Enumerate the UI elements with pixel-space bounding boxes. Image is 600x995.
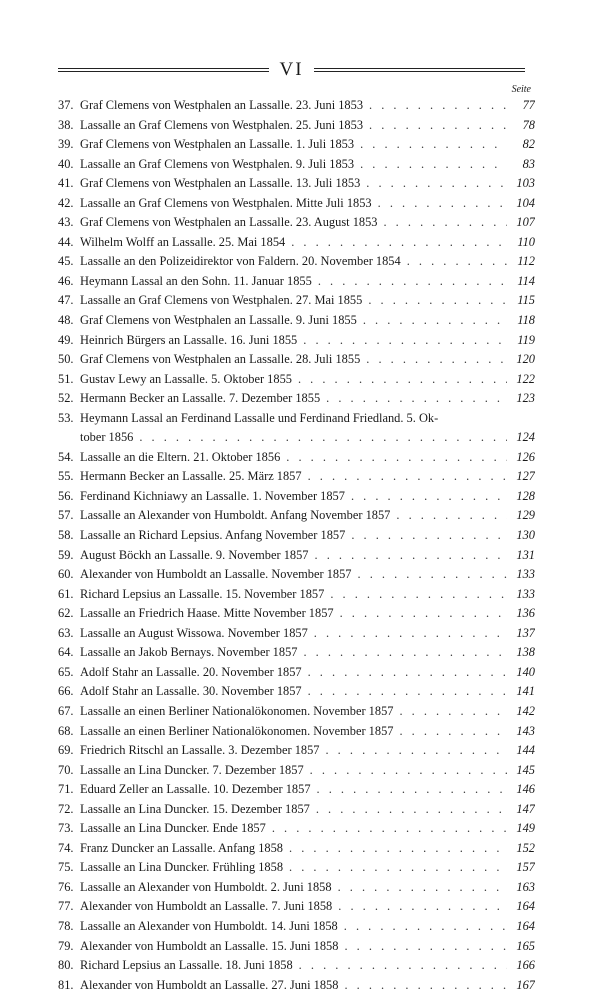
entry-number: 61. [58,586,74,601]
entry-page-number: 149 [516,821,535,836]
entry-title: Lassalle an Graf Clemens von Westphalen. 27. Mai 1855 [80,293,363,308]
entry-page-number: 167 [516,977,535,992]
entry-title: Lassalle an Lina Duncker. Frühling 1858 [80,860,284,875]
entry-page-number: 112 [517,254,535,269]
entry-page-number: 122 [516,371,535,386]
toc-entry [58,526,535,546]
toc-entry-line [58,643,535,663]
entry-title: Graf Clemens von Westphalen an Lassalle. 9. Juni 1855 [80,313,357,328]
entry-title: Friedrich Ritschl an Lassalle. 3. Dezember 1857 [80,743,320,758]
toc-entry [58,409,535,448]
entry-page-number: 166 [516,958,535,973]
entry-page-number: 143 [516,723,535,738]
entry-number: 37. [58,98,74,112]
entry-number: 43. [58,215,74,230]
entry-number: 78. [58,918,74,933]
toc-entry [58,976,535,995]
entry-page-number: 114 [517,273,535,288]
toc-entry-line [58,878,535,898]
entry-page-number: 127 [516,469,535,484]
toc-entry-line [58,917,535,937]
entry-number: 57. [58,508,74,523]
dot-leader [314,624,507,644]
entry-number: 69. [58,743,74,758]
entry-number: 46. [58,273,74,288]
dot-leader [368,291,507,311]
toc-entry [58,761,535,781]
entry-number: 60. [58,567,74,582]
entry-title: Wilhelm Wolff an Lassalle. 25. Mai 1854 [80,234,286,249]
toc-entry [58,917,535,937]
entry-title: Lassalle an August Wissowa. November 1857 [80,625,308,640]
entry-page-number: 133 [516,586,535,601]
entry-title: Lassalle an Alexander von Humboldt. Anfang November 1857 [80,508,391,523]
entry-page-number: 136 [516,606,535,621]
entry-page-number: 146 [516,782,535,797]
page-header [58,60,525,80]
toc-entry-line [58,506,535,526]
toc-entry [58,467,535,487]
entry-number: 47. [58,293,74,308]
entry-title: Adolf Stahr an Lassalle. 30. November 1857 [80,684,302,699]
entry-page-number: 165 [516,938,535,953]
toc-entry-line [58,370,535,390]
dot-leader [360,135,507,155]
toc-entry [58,291,535,311]
entry-title: Heinrich Bürgers an Lassalle. 16. Juni 1855 [80,332,298,347]
dot-leader [316,800,507,820]
toc-entry [58,858,535,878]
toc-entry-line [58,448,535,468]
toc-entry-line [58,702,535,722]
entry-page-number: 82 [522,137,535,152]
entry-number: 63. [58,625,74,640]
entry-number: 64. [58,645,74,660]
toc-entry-line [58,663,535,683]
column-label: Seite [511,84,531,95]
entry-number: 75. [58,860,74,875]
entry-number: 48. [58,313,74,328]
entry-title: Hermann Becker an Lassalle. 25. März 1857 [80,469,302,484]
toc-entry [58,272,535,292]
entry-title: Lassalle an einen Berliner Nationalökonomen. November 1857 [80,703,394,718]
toc-entry-line [58,272,535,292]
toc-entry-line [58,194,535,214]
dot-leader [325,741,507,761]
toc-entry [58,956,535,976]
toc-entry [58,624,535,644]
toc-entry [58,506,535,526]
entry-page-number: 126 [516,449,535,464]
toc-entry [58,682,535,702]
toc-entry [58,565,535,585]
entry-title: Lassalle an Lina Duncker. Ende 1857 [80,821,266,836]
dot-leader [308,467,507,487]
dot-leader [360,155,507,175]
entry-title: Alexander von Humboldt an Lassalle. November 1857 [80,567,352,582]
toc-entry-line [58,858,535,878]
dot-leader [338,878,507,898]
toc-entry [58,702,535,722]
entry-title: Lassalle an Alexander von Humboldt. 2. Juni 1858 [80,879,332,894]
entry-page-number: 107 [516,215,535,230]
entry-page-number: 115 [517,293,535,308]
entry-number: 73. [58,821,74,836]
toc-entry [58,800,535,820]
entry-title: Richard Lepsius an Lassalle. 15. November 1857 [80,586,325,601]
entry-title: Graf Clemens von Westphalen an Lassalle. 28. Juli 1855 [80,352,361,367]
toc-entry [58,487,535,507]
dot-leader [338,897,507,917]
entry-number: 38. [58,117,74,132]
entry-title: Lassalle an Lina Duncker. 15. Dezember 1857 [80,801,310,816]
entry-title: August Böckh an Lassalle. 9. November 1857 [80,547,309,562]
toc-entry-line [58,252,535,272]
dot-leader [340,604,507,624]
dot-leader [308,682,507,702]
toc-entry [58,878,535,898]
entry-title: Eduard Zeller an Lassalle. 10. Dezember 1857 [80,782,311,797]
entry-title: Graf Clemens von Westphalen an Lassalle. 1. Juli 1853 [80,137,355,152]
toc-entry-line [58,741,535,761]
dot-leader [272,819,507,839]
toc-entry [58,819,535,839]
dot-leader [326,389,507,409]
entry-title: Alexander von Humboldt an Lassalle. 15. Juni 1858 [80,938,339,953]
entry-title: Lassalle an einen Berliner Nationalökonomen. November 1857 [80,723,394,738]
toc-entry [58,448,535,468]
entry-number: 70. [58,762,74,777]
entry-page-number: 137 [516,625,535,640]
toc-entry-line [58,311,535,331]
toc-entry [58,174,535,194]
toc-entry-line [58,331,535,351]
dot-leader [344,917,507,937]
toc-entry [58,96,535,116]
entry-title: Richard Lepsius an Lassalle. 18. Juni 1858 [80,958,293,973]
entry-page-number: 124 [516,430,535,445]
dot-leader [396,506,507,526]
toc-entry [58,155,535,175]
entry-number: 41. [58,176,74,191]
toc-entry-line [58,624,535,644]
entry-page-number: 145 [516,762,535,777]
toc-entry [58,937,535,957]
entry-number: 81. [58,977,74,992]
entry-page-number: 163 [516,879,535,894]
dot-leader [378,194,507,214]
entry-number: 79. [58,938,74,953]
toc-entry-line [58,135,535,155]
toc-entry [58,233,535,253]
entry-title: Lassalle an Graf Clemens von Westphalen. 25. Juni 1853 [80,117,364,132]
entry-number: 49. [58,332,74,347]
entry-title: Lassalle an die Eltern. 21. Oktober 1856 [80,449,281,464]
dot-leader [317,780,507,800]
dot-leader [289,839,507,859]
dot-leader [383,213,507,233]
toc-entry-line [58,819,535,839]
entry-number: 56. [58,488,74,503]
dot-leader [330,585,507,605]
entry-title: Heymann Lassal an Ferdinand Lassalle und Ferdinand Friedland. 5. Ok- [80,410,439,425]
toc-entry [58,350,535,370]
toc-entry-line [58,546,535,566]
dot-leader [298,370,507,390]
entry-title: Lassalle an Graf Clemens von Westphalen. 9. Juli 1853 [80,156,355,171]
entry-page-number: 123 [516,391,535,406]
entry-title: Alexander von Humboldt an Lassalle. 7. Juni 1858 [80,899,333,914]
dot-leader [318,272,507,292]
toc-entry [58,135,535,155]
dot-leader [299,956,507,976]
toc-entry [58,331,535,351]
entry-title: Ferdinand Kichniawy an Lassalle. 1. November 1857 [80,488,345,503]
entry-title: Graf Clemens von Westphalen an Lassalle. 23. Juni 1853 [80,98,364,112]
entry-page-number: 128 [516,488,535,503]
entry-number: 52. [58,391,74,406]
entry-title: Lassalle an den Polizeidirektor von Faldern. 20. November 1854 [80,254,401,269]
toc-entry-line [58,96,535,116]
toc-entry-line [58,722,535,742]
entry-title: Lassalle an Lina Duncker. 7. Dezember 1857 [80,762,304,777]
toc-entry-line [58,585,535,605]
entry-page-number: 152 [516,840,535,855]
toc-entry-line [58,800,535,820]
entry-page-number: 140 [516,664,535,679]
toc-entry-line [58,350,535,370]
entry-number: 66. [58,684,74,699]
entry-title: Alexander von Humboldt an Lassalle. 27. Juni 1858 [80,977,339,992]
toc-entry-line [58,937,535,957]
toc-entry-line [58,116,535,136]
entry-title: Graf Clemens von Westphalen an Lassalle. 23. August 1853 [80,215,378,230]
entry-page-number: 118 [517,313,535,328]
entry-title-continuation: tober 1856 [80,430,134,445]
entry-title: Gustav Lewy an Lassalle. 5. Oktober 1855 [80,371,292,386]
entry-page-number: 142 [516,703,535,718]
entry-page-number: 144 [516,743,535,758]
page-numeral: VI [279,59,304,80]
toc-entry-line [58,291,535,311]
dot-leader [315,546,508,566]
dot-leader [366,350,507,370]
toc-entry-line [58,174,535,194]
entry-page-number: 138 [516,645,535,660]
entry-page-number: 164 [516,918,535,933]
dot-leader [399,722,507,742]
toc-entry [58,585,535,605]
dot-leader [344,976,507,995]
entry-number: 65. [58,664,74,679]
entry-number: 58. [58,528,74,543]
toc-entry [58,839,535,859]
dot-leader [291,233,507,253]
entry-number: 80. [58,958,74,973]
toc-entry-line [58,839,535,859]
toc-entry-line [58,780,535,800]
dot-leader [310,761,507,781]
entry-title: Franz Duncker an Lassalle. Anfang 1858 [80,840,284,855]
entry-page-number: 77 [522,98,535,112]
toc-entry-line [58,233,535,253]
entry-number: 55. [58,469,74,484]
dot-leader [366,174,507,194]
toc-entry [58,370,535,390]
toc-entry-line [58,389,535,409]
header-rule-left [58,68,269,72]
header-rule-right [314,68,525,72]
entry-number: 45. [58,254,74,269]
entry-title: Lassalle an Friedrich Haase. Mitte November 1857 [80,606,334,621]
toc-entry-line [58,565,535,585]
toc-entry-line [58,526,535,546]
toc-entry [58,643,535,663]
entry-title: Lassalle an Richard Lepsius. Anfang November 1857 [80,528,346,543]
entry-page-number: 110 [517,234,535,249]
entry-title: Graf Clemens von Westphalen an Lassalle. 13. Juli 1853 [80,176,361,191]
dot-leader [289,858,507,878]
dot-leader [358,565,508,585]
entry-number: 53. [58,410,74,425]
dot-leader [369,96,507,116]
entry-title: Lassalle an Alexander von Humboldt. 14. Juni 1858 [80,918,338,933]
toc-entry [58,897,535,917]
dot-leader [308,663,507,683]
entry-title: Adolf Stahr an Lassalle. 20. November 1857 [80,664,302,679]
toc-entry-line [58,682,535,702]
entry-number: 62. [58,606,74,621]
toc-entry [58,116,535,136]
dot-leader [303,331,507,351]
toc-entry-line [58,467,535,487]
dot-leader [139,428,507,448]
entry-number: 76. [58,879,74,894]
entry-page-number: 130 [516,528,535,543]
toc-entry-line [58,956,535,976]
entry-number: 44. [58,234,74,249]
entry-number: 59. [58,547,74,562]
toc-entry-line [58,428,535,448]
entry-number: 77. [58,899,74,914]
entry-page-number: 133 [516,567,535,582]
entry-page-number: 157 [516,860,535,875]
entry-number: 51. [58,371,74,386]
dot-leader [351,487,507,507]
toc-entry [58,546,535,566]
entry-title: Lassalle an Graf Clemens von Westphalen. Mitte Juli 1853 [80,195,372,210]
entry-number: 74. [58,840,74,855]
toc-entry-line [58,155,535,175]
dot-leader [344,937,507,957]
entry-page-number: 78 [522,117,535,132]
entry-number: 40. [58,156,74,171]
toc-entry [58,741,535,761]
entry-number: 71. [58,782,74,797]
dot-leader [407,252,507,272]
toc-entry [58,780,535,800]
entry-page-number: 147 [516,801,535,816]
toc-entry [58,722,535,742]
toc-entry-line [58,409,535,429]
toc-entry-line [58,761,535,781]
toc-entry-line [58,487,535,507]
entry-title: Hermann Becker an Lassalle. 7. Dezember 1855 [80,391,321,406]
entry-number: 39. [58,137,74,152]
entry-number: 42. [58,195,74,210]
entry-number: 50. [58,352,74,367]
dot-leader [399,702,507,722]
toc-entry [58,663,535,683]
toc-entry-line [58,604,535,624]
table-of-contents [58,96,535,995]
entry-page-number: 129 [516,508,535,523]
toc-entry-line [58,213,535,233]
entry-page-number: 103 [516,176,535,191]
entry-page-number: 120 [516,352,535,367]
entry-title: Heymann Lassal an den Sohn. 11. Januar 1855 [80,273,312,288]
toc-entry [58,604,535,624]
dot-leader [286,448,507,468]
entry-number: 67. [58,703,74,718]
entry-page-number: 131 [516,547,535,562]
dot-leader [369,116,507,136]
entry-page-number: 104 [516,195,535,210]
entry-page-number: 164 [516,899,535,914]
toc-entry [58,213,535,233]
entry-number: 72. [58,801,74,816]
entry-page-number: 83 [522,156,535,171]
dot-leader [351,526,507,546]
toc-entry [58,194,535,214]
toc-entry [58,311,535,331]
entry-number: 68. [58,723,74,738]
entry-page-number: 141 [516,684,535,699]
dot-leader [303,643,507,663]
toc-entry-line [58,976,535,995]
toc-entry-line [58,897,535,917]
toc-entry [58,252,535,272]
dot-leader [363,311,507,331]
toc-entry [58,389,535,409]
entry-title: Lassalle an Jakob Bernays. November 1857 [80,645,298,660]
entry-page-number: 119 [517,332,535,347]
entry-number: 54. [58,449,74,464]
